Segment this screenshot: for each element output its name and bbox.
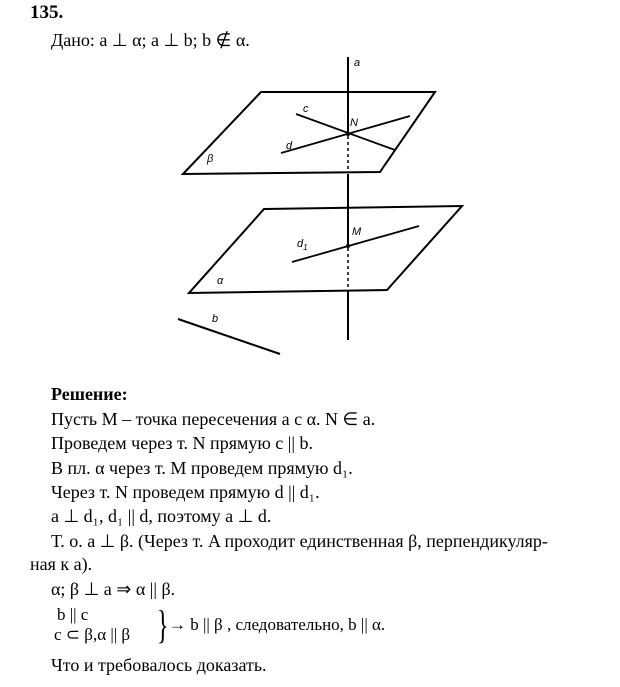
- given-statement: Дано: a ⊥ α; a ⊥ b; b ∉ α.: [51, 30, 250, 50]
- system-row-1: b || c: [57, 605, 89, 624]
- label-M: M: [352, 226, 362, 238]
- system-row-2: c ⊂ β,α || β: [54, 625, 131, 644]
- point-N: [346, 132, 350, 136]
- line-d: [281, 116, 410, 153]
- label-a: a: [354, 57, 361, 69]
- solution-line-3: В пл. α через т. M проведем прямую d₁.: [51, 458, 353, 478]
- solution-line-1: Пусть M – точка пересечения a с α. N ∈ a.: [51, 409, 376, 429]
- label-beta: β: [207, 153, 214, 165]
- problem-number: 135.: [30, 2, 64, 23]
- label-N: N: [350, 117, 358, 129]
- solution-heading: Решение:: [51, 384, 128, 404]
- solution-line-4: Через т. N проведем прямую d || d₁.: [51, 482, 320, 502]
- solution-line-5: a ⊥ d₁, d₁ || d, поэтому a ⊥ d.: [51, 506, 272, 526]
- right-brace: }: [157, 602, 169, 647]
- plane-beta: [183, 92, 435, 174]
- solution-wrapped-line-2: ная к a).: [30, 554, 93, 574]
- line-b: [178, 319, 280, 354]
- solution-alpha-line: α; β ⊥ a ⇒ α || β.: [51, 579, 176, 599]
- conclusion: Что и требовалось доказать.: [51, 655, 267, 675]
- point-M: [346, 244, 350, 248]
- solution-line-2: Проведем через т. N прямую c || b.: [51, 433, 314, 453]
- solution-wrapped-line-1: Т. о. a ⊥ β. (Через т. A проходит единственная β, перпендикуляр-: [51, 531, 548, 551]
- label-d: d: [286, 140, 293, 152]
- label-c: c: [303, 103, 309, 115]
- system-result: → b || β , следовательно, b || α.: [169, 615, 386, 634]
- label-alpha: α: [217, 275, 224, 287]
- plane-alpha: [189, 206, 462, 293]
- label-d1: $d_1$: [297, 238, 308, 252]
- label-b: b: [212, 313, 219, 325]
